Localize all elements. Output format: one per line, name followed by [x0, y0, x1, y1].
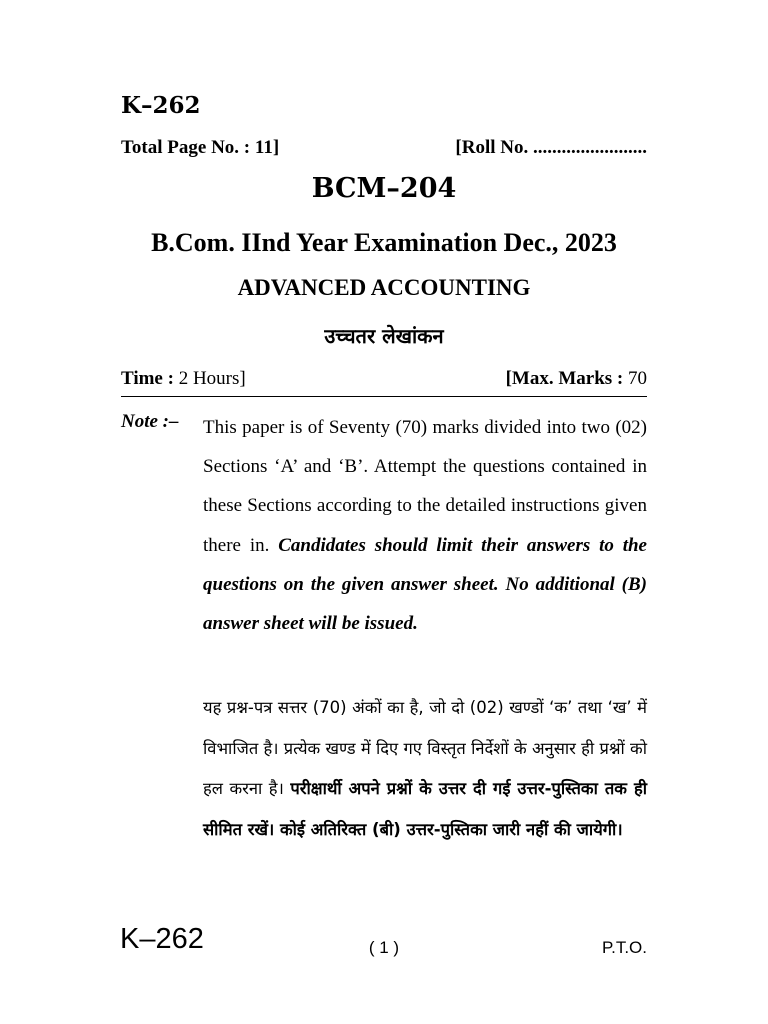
- time-allowed: [121, 368, 246, 390]
- page-number: ( 1 ): [368, 938, 400, 957]
- exam-title: B.Com. IInd Year Examination Dec., 2023: [151, 228, 617, 257]
- time-label: Time :: [121, 368, 174, 389]
- note-english-emphasis: Candidates should limit their answers to the questions on the given answer sheet. No additional (B) answer sheet will be issued.: [203, 534, 647, 635]
- pto-label: P.T.O.: [601, 938, 647, 957]
- marks-label: [Max. Marks :: [505, 368, 624, 389]
- time-value: 2 Hours]: [178, 368, 246, 389]
- note-label: Note :–: [121, 411, 179, 432]
- note-english-text: This paper is of Seventy (70) marks divided into two (02) Sections ‘A’ and ‘B’. Attempt the questions contained in these Sections according to the detailed instructions given there in.: [203, 417, 647, 556]
- time-marks-row: [121, 368, 647, 397]
- note-hindi: [203, 688, 647, 850]
- total-pages: Total Page No. : 11]: [121, 137, 280, 158]
- note-english: [203, 408, 647, 643]
- note-hindi-text: यह प्रश्न-पत्र सत्तर (70) अंकों का है, जो दो (02) खण्डों ‘क’ तथा ‘ख’ में विभाजित है। प्रत्येक खण्ड में दिए गए विस्तृत निर्देशों के अनुसार ही प्रश्नों को हल करना है।: [203, 698, 647, 799]
- subject-title-hindi: उच्चतर लेखांकन: [324, 324, 444, 348]
- max-marks: [506, 368, 647, 390]
- meta-row: [121, 137, 647, 159]
- roll-number-field: [Roll No. ........................: [455, 137, 647, 158]
- paper-code: K–262: [121, 92, 201, 119]
- footer-paper-code: K–262: [120, 923, 204, 955]
- marks-value: 70: [628, 368, 647, 389]
- note-hindi-emphasis: परीक्षार्थी अपने प्रश्नों के उत्तर दी गई उत्तर-पुस्तिका तक ही सीमित रखें। कोई अतिरिक्त (बी) उत्तर-पुस्तिका जारी नहीं की जायेगी।: [203, 779, 647, 839]
- subject-title: ADVANCED ACCOUNTING: [237, 275, 531, 300]
- course-code: BCM–204: [311, 173, 457, 204]
